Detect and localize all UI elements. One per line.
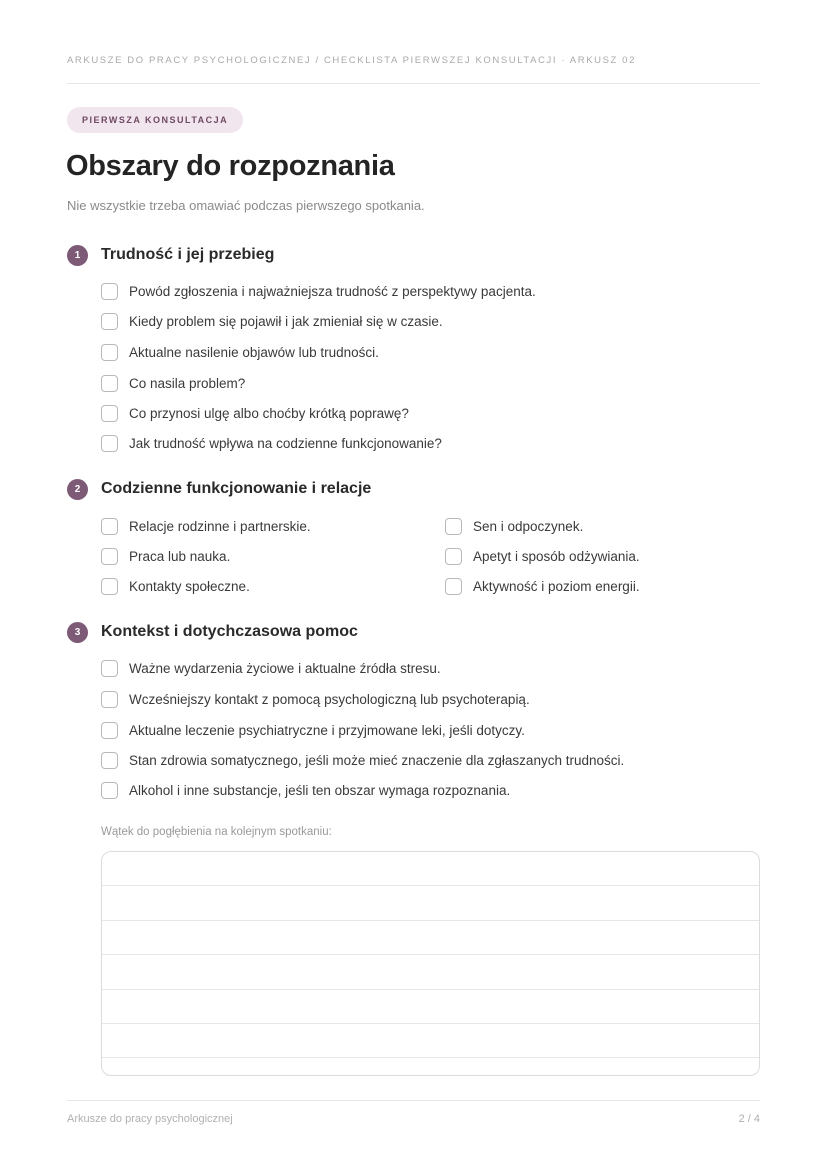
checklist-item-label: Kontakty społeczne. [129,578,250,594]
checklist-item-label: Co nasila problem? [129,375,246,391]
checkbox[interactable] [445,548,462,565]
checklist-item-label: Relacje rodzinne i partnerskie. [129,518,311,534]
writing-line [102,954,759,955]
section-number-badge: 1 [67,245,88,266]
writing-line [102,885,759,886]
section-number-badge: 2 [67,479,88,500]
checkbox[interactable] [101,375,118,392]
section-title: Kontekst i dotychczasowa pomoc [101,623,358,640]
section-title: Trudność i jej przebieg [101,246,275,263]
checklist-item [101,720,525,740]
checklist-item [101,576,250,596]
header-divider [67,83,760,84]
checkbox[interactable] [101,344,118,361]
section-2-header [67,478,371,500]
checklist-item [101,281,536,301]
checklist-item [101,546,230,566]
checklist-item [445,576,640,596]
section-number-badge: 3 [67,622,88,643]
checkbox[interactable] [101,518,118,535]
notes-label: Wątek do pogłębienia na kolejnym spotkaniu: [101,826,332,838]
checklist-item [445,546,640,566]
checklist-item [101,342,379,362]
checklist-item [101,750,624,770]
section-title: Codzienne funkcjonowanie i relacje [101,480,372,497]
page-number: 2 / 4 [738,1113,760,1125]
checklist-item-label: Co przynosi ulgę albo choćby krótką poprawę? [129,405,409,421]
checklist-item-label: Alkohol i inne substancje, jeśli ten obszar wymaga rozpoznania. [129,782,511,798]
checkbox[interactable] [101,405,118,422]
writing-line [102,989,759,990]
checklist-item-label: Aktywność i poziom energii. [473,578,640,594]
checklist-item [101,516,311,536]
checklist-item [101,403,409,423]
page-title: Obszary do rozpoznania [66,150,395,182]
checkbox[interactable] [445,578,462,595]
running-header: ARKUSZE DO PRACY PSYCHOLOGICZNEJ / CHECKLISTA PIERWSZEJ KONSULTACJI · ARKUSZ 02 [67,55,636,66]
checkbox[interactable] [101,435,118,452]
footer-title: Arkusze do pracy psychologicznej [67,1113,233,1125]
checkbox[interactable] [101,691,118,708]
checklist-item [445,516,583,536]
writing-line [102,1057,759,1058]
checklist-item-label: Aktualne nasilenie objawów lub trudności. [129,344,379,360]
checklist-item-label: Praca lub nauka. [129,548,231,564]
section-1-header [67,244,274,266]
writing-line [102,920,759,921]
checkbox[interactable] [101,782,118,799]
writing-line [102,1023,759,1024]
checklist-item-label: Jak trudność wpływa na codzienne funkcjonowanie? [129,435,442,451]
checkbox[interactable] [101,578,118,595]
checklist-item-label: Ważne wydarzenia życiowe i aktualne źródła stresu. [129,660,441,676]
checklist-item-label: Kiedy problem się pojawił i jak zmieniał się w czasie. [129,313,443,329]
checkbox[interactable] [101,313,118,330]
checklist-item [101,373,245,393]
checkbox[interactable] [101,548,118,565]
checklist-item [101,689,530,709]
checklist-item-label: Stan zdrowia somatycznego, jeśli może mieć znaczenie dla zgłaszanych trudności. [129,752,625,768]
checkbox[interactable] [101,722,118,739]
notes-writing-area[interactable] [101,851,760,1076]
checklist-item [101,433,442,453]
checkbox[interactable] [101,752,118,769]
footer-divider [67,1100,760,1101]
checkbox[interactable] [101,660,118,677]
checklist-item-label: Wcześniejszy kontakt z pomocą psychologiczną lub psychoterapią. [129,691,530,707]
checklist-item [101,780,510,800]
category-tag: PIERWSZA KONSULTACJA [67,107,243,133]
checklist-item-label: Aktualne leczenie psychiatryczne i przyjmowane leki, jeśli dotyczy. [129,722,525,738]
checkbox[interactable] [101,283,118,300]
checklist-item-label: Apetyt i sposób odżywiania. [473,548,640,564]
page-subtitle: Nie wszystkie trzeba omawiać podczas pierwszego spotkania. [67,198,425,213]
section-3-header [67,621,358,643]
checkbox[interactable] [445,518,462,535]
checklist-item [101,311,443,331]
checklist-item [101,658,441,678]
checklist-item-label: Sen i odpoczynek. [473,518,584,534]
checklist-item-label: Powód zgłoszenia i najważniejsza trudność z perspektywy pacjenta. [129,283,536,299]
